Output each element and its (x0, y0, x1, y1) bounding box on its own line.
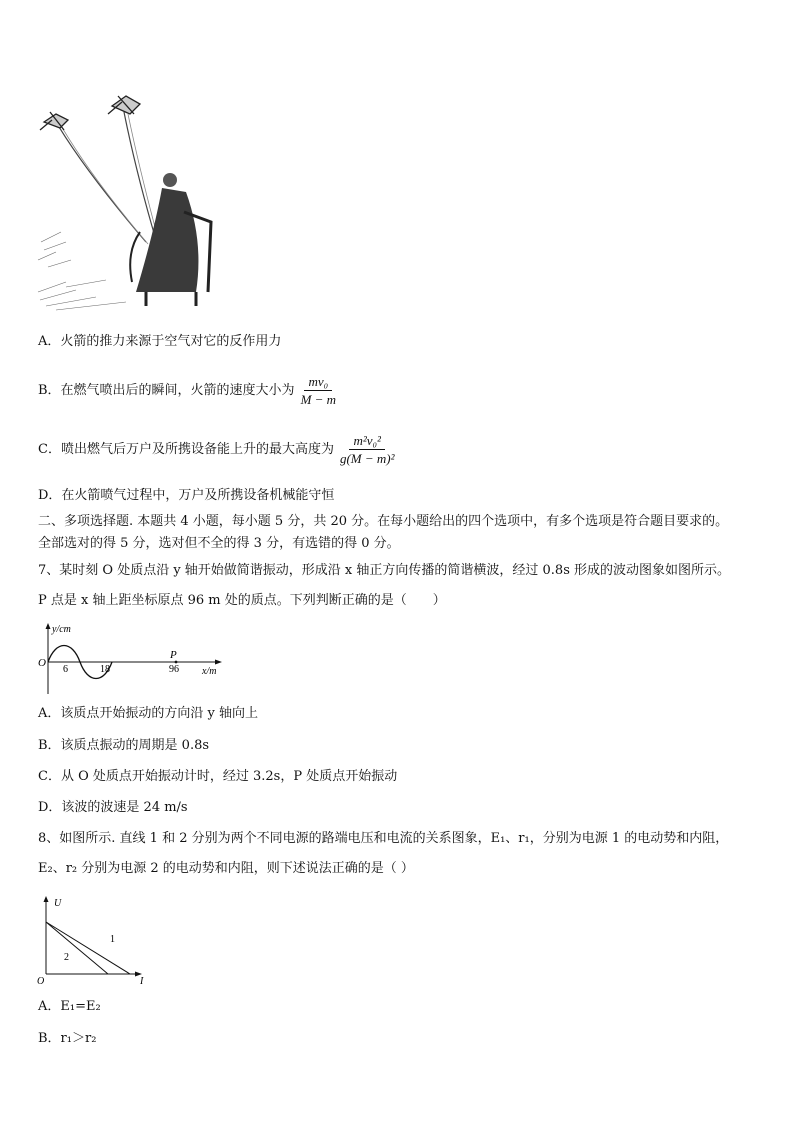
q7-graph-y-label: y/cm (52, 624, 71, 635)
q6-option-c-text: C．喷出燃气后万户及所携设备能上升的最大高度为 (38, 442, 334, 457)
q6-option-b-numerator: mv₀ (304, 374, 332, 391)
q6-option-b-text: B．在燃气喷出后的瞬间，火箭的速度大小为 (38, 383, 295, 398)
q7-option-d: D．该波的波速是 24 m/s (38, 800, 188, 815)
q8-stem-line2: E₂、r₂ 分别为电源 2 的电动势和内阻，则下述说法正确的是（ ） (38, 861, 414, 876)
q6-option-b (38, 372, 342, 410)
wanhu-illustration (36, 92, 226, 312)
q8-ui-graph (34, 894, 154, 986)
q7-graph-tick-18: 18 (100, 664, 110, 675)
section2-heading-line1: 二、多项选择题. 本题共 4 小题，每小题 5 分，共 20 分。在每小题给出的四个选项中，有多个选项是符合题目要求的。 (38, 514, 729, 529)
q6-option-b-fraction (297, 374, 341, 407)
q8-graph-y-label: U (54, 898, 62, 909)
q7-graph-point-p: P (170, 649, 177, 661)
q8-graph-line1-label: 1 (110, 934, 115, 945)
q7-wave-graph (36, 622, 226, 698)
q6-option-c-denominator: g(M − m)² (339, 451, 395, 466)
q7-option-c: C．从 O 处质点开始振动计时，经过 3.2s，P 处质点开始振动 (38, 769, 398, 784)
section2-heading-line2: 全部选对的得 5 分，选对但不全的得 3 分，有选错的得 0 分。 (38, 536, 400, 551)
q7-graph-tick-6: 6 (63, 664, 68, 675)
q6-option-c-numerator: m²v₀² (349, 433, 384, 450)
q6-option-c (38, 430, 401, 470)
q7-stem-line2: P 点是 x 轴上距坐标原点 96 m 处的质点。下列判断正确的是（ ） (38, 593, 446, 608)
q6-option-d: D．在火箭喷气过程中，万户及所携设备机械能守恒 (38, 488, 335, 503)
q8-graph-origin: O (37, 976, 45, 986)
q6-option-b-denominator: M − m (300, 392, 337, 407)
q7-graph-origin: O (38, 657, 46, 669)
q7-graph-tick-96: 96 (169, 664, 179, 675)
q8-graph-x-label: I (140, 976, 144, 986)
q8-option-a: A．E₁=E₂ (38, 999, 101, 1014)
q7-graph-x-label: x/m (202, 666, 217, 677)
q7-option-b: B．该质点振动的周期是 0.8s (38, 738, 210, 753)
q6-option-a: A．火箭的推力来源于空气对它的反作用力 (38, 334, 282, 349)
q8-option-b: B．r₁＞r₂ (38, 1031, 97, 1046)
q7-stem-line1: 7、某时刻 O 处质点沿 y 轴开始做简谐振动，形成沿 x 轴正方向传播的简谐横波，经过 0.8s 形成的波动图象如图所示。 (38, 563, 731, 578)
q8-graph-line2-label: 2 (64, 952, 69, 963)
q8-stem-line1: 8、如图所示. 直线 1 和 2 分别为两个不同电源的路端电压和电流的关系图象，E₁、r₁，分别为电源 1 的电动势和内阻， (38, 831, 729, 846)
q7-option-a: A．该质点开始振动的方向沿 y 轴向上 (38, 706, 258, 721)
q6-option-c-fraction (336, 433, 399, 466)
